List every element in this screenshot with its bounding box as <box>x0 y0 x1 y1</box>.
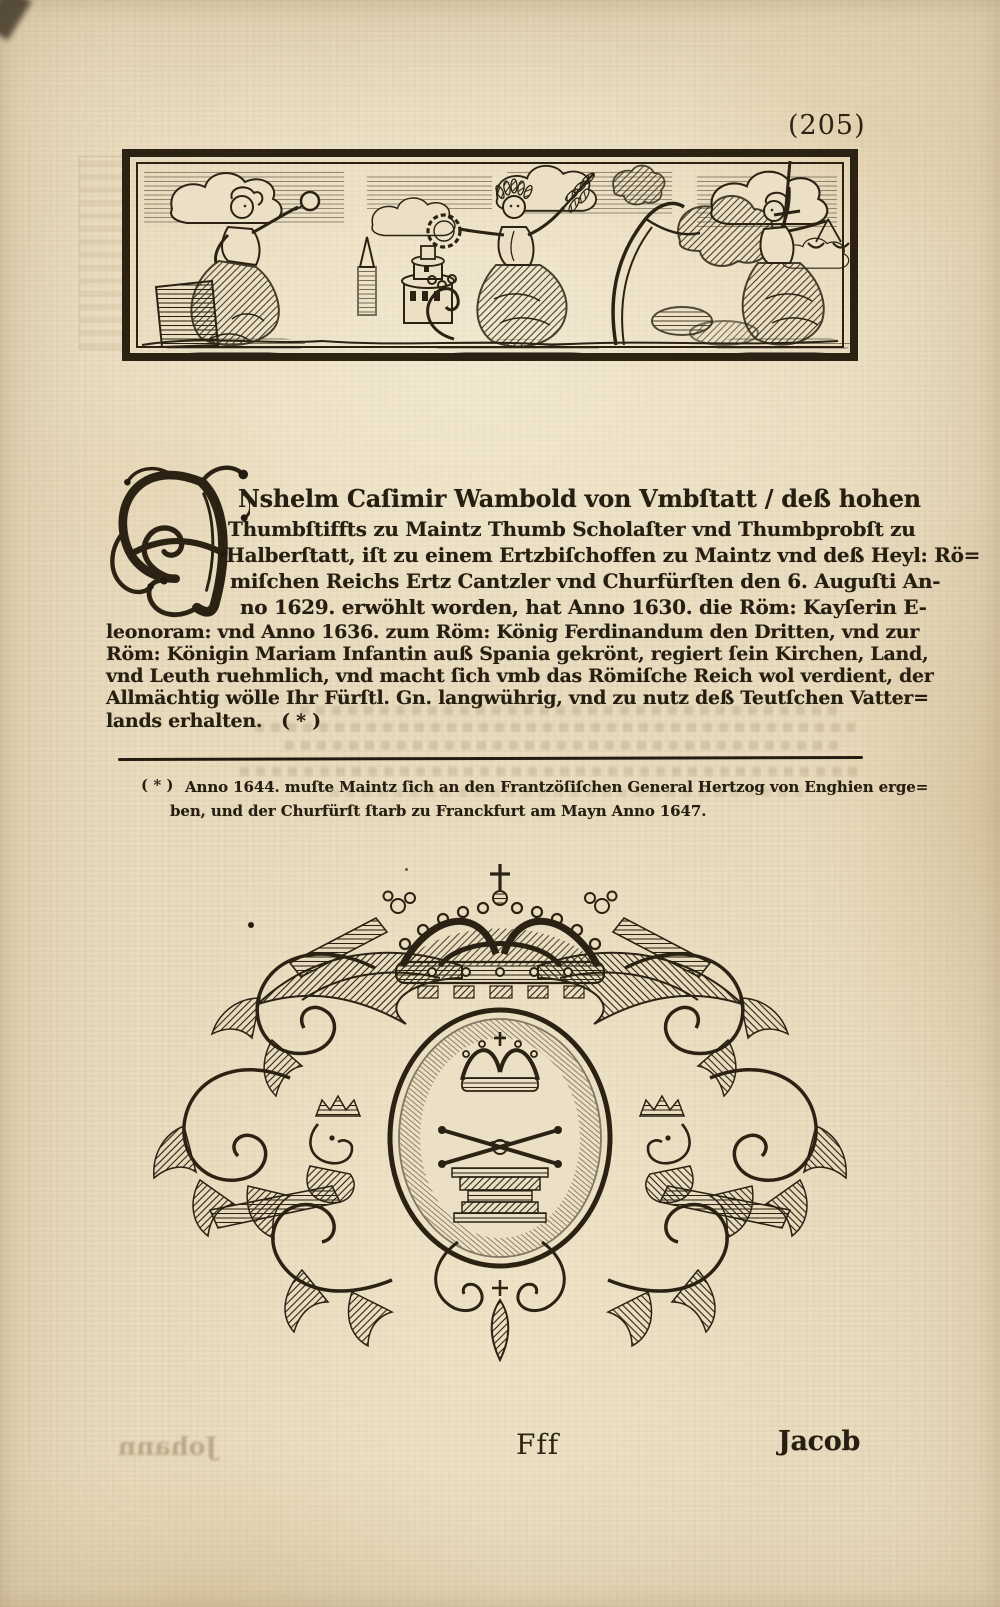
catchword: Jacob <box>778 1426 861 1457</box>
footnote-line: ben, und der Churfürſt ſtarb zu Franckfurt am Mayn Anno 1647. <box>170 802 707 820</box>
body-line: lands erhalten. ( * ) <box>106 710 321 732</box>
body-line: vnd Leuth ruehmlich, vnd macht ſich vmb das Römiſche Reich wol verdient, der <box>106 665 934 687</box>
shield-oval <box>390 1010 610 1266</box>
body-line: no 1629. erwöhlt worden, hat Anno 1630. die Röm: Kayſerin E- <box>240 595 927 619</box>
church-tower-icon <box>358 237 454 323</box>
body-line: Röm: Königin Mariam Infantin auß Spania gekrönt, regiert ſein Kirchen, Land, <box>106 643 929 665</box>
show-through-strip <box>79 156 124 350</box>
pendant-leaf-icon <box>492 1280 509 1360</box>
ink-speck <box>248 922 254 928</box>
show-through-text-row <box>240 767 860 776</box>
allegory-engraving <box>122 149 858 361</box>
body-line: leonoram: vnd Anno 1636. zum Röm: König Ferdinandum den Dritten, vnd zur <box>106 621 920 643</box>
show-through-catchword: Johann <box>118 1432 218 1461</box>
footnote-line: Anno 1644. muſte Maintz ſich an den Frantzöſiſchen General Hertzog von Enghien erge= <box>185 778 929 796</box>
body-line: Nshelm Caſimir Wambold von Vmbſtatt / deß hohen <box>238 484 921 513</box>
show-through-text-row <box>255 723 855 732</box>
body-line: Halberſtatt, iſt zu einem Ertzbiſchoffen zu Maintz vnd deß Heyl: Rö= <box>226 543 981 567</box>
body-line: miſchen Reichs Ertz Cantzler vnd Churfürſten den 6. Auguſti An- <box>230 569 941 593</box>
footnote-rule <box>118 756 863 761</box>
page-number: (205) <box>788 110 866 141</box>
body-line: Allmächtig wölle Ihr Fürſtl. Gn. langwührig, vnd zu nutz deß Teutſchen Vatter= <box>106 687 929 709</box>
header-woodcut-engraving <box>122 149 858 361</box>
signature-mark: Fff <box>516 1428 560 1461</box>
show-through-text-row <box>285 741 840 750</box>
page-corner-shadow <box>0 0 32 40</box>
body-line: Thumbſtiffts zu Maintz Thumb Scholaſter vnd Thumbprobſt zu <box>228 517 916 541</box>
crown-icon <box>396 864 604 998</box>
ink-speck <box>405 868 408 871</box>
footnote-marker: ( * ) <box>141 776 174 794</box>
show-through-text-row <box>300 706 840 715</box>
